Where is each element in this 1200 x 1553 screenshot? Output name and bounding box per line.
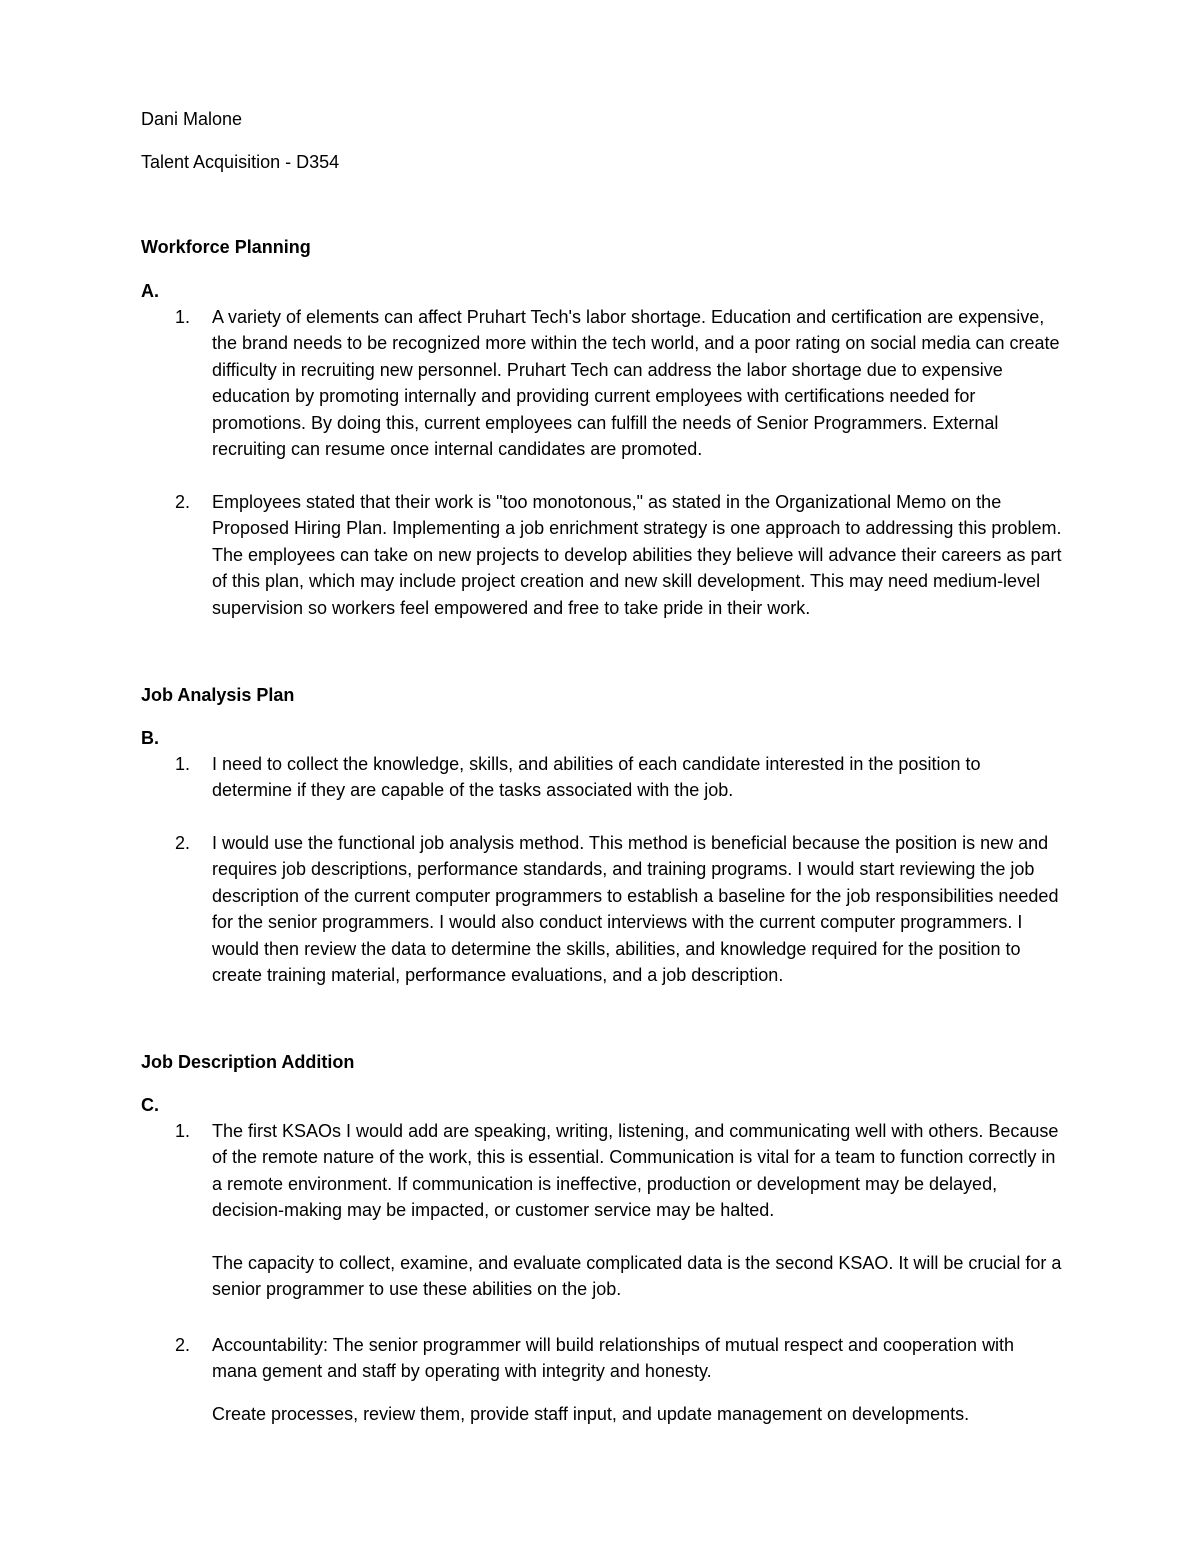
list-item <box>141 751 1061 804</box>
section-heading-job-description-addition: Job Description Addition <box>141 1052 355 1072</box>
item-number: 1. <box>175 307 191 327</box>
section-heading-job-analysis-plan: Job Analysis Plan <box>141 685 295 705</box>
author-name: Dani Malone <box>141 109 243 129</box>
item-paragraph: The first KSAOs I would add are speaking, writing, listening, and communicating well with others. Because of the remote nature of the work, this is essential. Communication is vital for a team to function correctly in a remote environment. If communication is ineffective, production or development may be delayed, decision-making may be impacted, or customer service may be halted. <box>212 1121 1059 1221</box>
item-text <box>212 489 1062 621</box>
item-paragraph: Accountability: The senior programmer will build relationships of mutual respect and cooperation with mana gement and staff by operating with integrity and honesty. <box>212 1335 1015 1382</box>
section-letter-b: B. <box>141 728 159 748</box>
item-paragraph: The capacity to collect, examine, and evaluate complicated data is the second KSAO. It will be crucial for a senior programmer to use these abilities on the job. <box>212 1252 1062 1300</box>
course-title: Talent Acquisition - D354 <box>141 152 340 172</box>
item-number: 2. <box>175 1335 191 1355</box>
item-number: 2. <box>175 833 191 853</box>
item-number: 2. <box>175 492 191 512</box>
section-letter-c: C. <box>141 1095 159 1115</box>
list-item <box>141 1118 1061 1302</box>
list-item <box>141 304 1061 462</box>
item-text <box>212 1332 1062 1427</box>
item-paragraph: Employees stated that their work is "too monotonous," as stated in the Organizational Memo on the Proposed Hiring Plan. Implementing a job enrichment strategy is one approach to addressing this problem. The employees can take on new projects to develop abilities they believe will advance their careers as part of this plan, which may include project creation and new skill development. This may need medium-level supervision so workers feel empowered and free to take pride in their work. <box>212 492 1062 618</box>
item-paragraph: I would use the functional job analysis method. This method is beneficial because the position is new and requires job descriptions, performance standards, and training programs. I would start reviewing the job description of the current computer programmers to establish a baseline for the job responsibilities needed for the senior programmers. I would also conduct interviews with the current computer programmers. I would then review the data to determine the skills, abilities, and knowledge required for the position to create training material, performance evaluations, and a job description. <box>212 833 1059 986</box>
list-item <box>141 830 1061 988</box>
list-item <box>141 1332 1061 1427</box>
item-paragraph: Create processes, review them, provide staff input, and update management on developments. <box>212 1403 970 1424</box>
item-number: 1. <box>175 754 191 774</box>
item-text <box>212 304 1062 462</box>
item-text <box>212 830 1062 988</box>
item-paragraph: A variety of elements can affect Pruhart Tech's labor shortage. Education and certification are expensive, the brand needs to be recognized more within the tech world, and a poor rating on social media can create difficulty in recruiting new personnel. Pruhart Tech can address the labor shortage due to expensive education by promoting internally and providing current employees with certifications needed for promotions. By doing this, current employees can fulfill the needs of Senior Programmers. External recruiting can resume once internal candidates are promoted. <box>212 307 1060 460</box>
item-text <box>212 751 1062 804</box>
list-item <box>141 489 1061 621</box>
section-letter-a: A. <box>141 281 159 301</box>
item-paragraph: I need to collect the knowledge, skills, and abilities of each candidate interested in the position to determine if they are capable of the tasks associated with the job. <box>212 754 981 801</box>
section-heading-workforce-planning: Workforce Planning <box>141 237 311 257</box>
item-number: 1. <box>175 1121 191 1141</box>
item-text <box>212 1118 1062 1302</box>
